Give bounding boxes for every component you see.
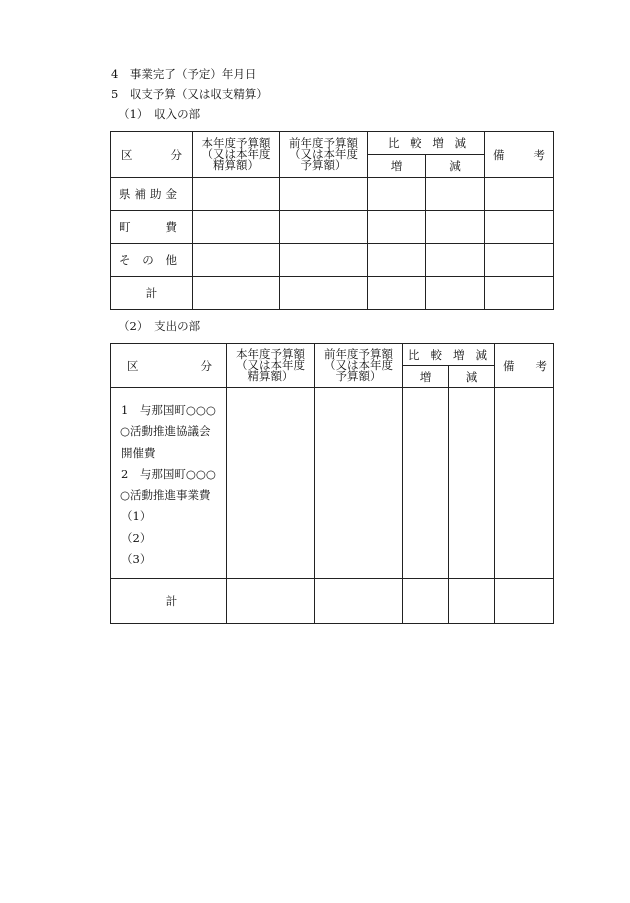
expense-items-list [111,388,227,579]
income-section-title: （1） 収入の部 [118,107,201,121]
list-item: ○活動推進協議会 [120,424,211,439]
table-row [111,579,554,624]
income-increase-header: 増 [368,155,426,178]
list-item: 1 与那国町○○○ [121,403,216,417]
list-item: （1） [121,509,152,524]
table-row [111,277,554,310]
list-item: （3） [121,552,152,567]
income-previous-budget-header: 前年度予算額 （又は本年度 予算額） [280,132,368,178]
table-row [111,388,554,579]
expense-increase-header: 増 [403,366,449,388]
expense-total-label: 計 [111,579,227,624]
income-total-label: 計 [111,277,193,310]
row-label-town-expense: 町 費 [111,211,193,244]
section-4-heading: 4 事業完了（予定）年月日 [111,67,257,81]
table-row [111,211,554,244]
section-5-heading: 5 収支予算（又は収支精算） [111,87,268,101]
table-row [111,178,554,211]
list-item: （2） [121,530,152,545]
expense-current-budget-header: 本年度予算額 （又は本年度 精算額） [227,344,315,388]
income-remarks-header: 備 考 [485,132,554,178]
income-kubun-header: 区 分 [111,132,193,178]
list-item: ○活動推進事業費 [120,488,211,503]
income-decrease-header: 減 [426,155,485,178]
expense-compare-header: 比 較 増 減 [403,344,495,366]
expense-kubun-header: 区 分 [111,344,227,388]
row-label-prefecture-subsidy: 県 補 助 金 [111,178,193,211]
expense-previous-budget-header: 前年度予算額 （又は本年度 予算額） [315,344,403,388]
expense-table [110,343,554,624]
income-table [110,131,554,310]
income-current-budget-header: 本年度予算額 （又は本年度 精算額） [193,132,280,178]
expense-remarks-header: 備 考 [495,344,554,388]
table-row [111,244,554,277]
row-label-other: そ の 他 [111,244,193,277]
expense-section-title: （2） 支出の部 [118,319,201,333]
income-compare-header: 比 較 増 減 [368,132,485,155]
list-item: 開催費 [121,445,156,460]
expense-decrease-header: 減 [449,366,495,388]
list-item: 2 与那国町○○○ [121,466,216,481]
